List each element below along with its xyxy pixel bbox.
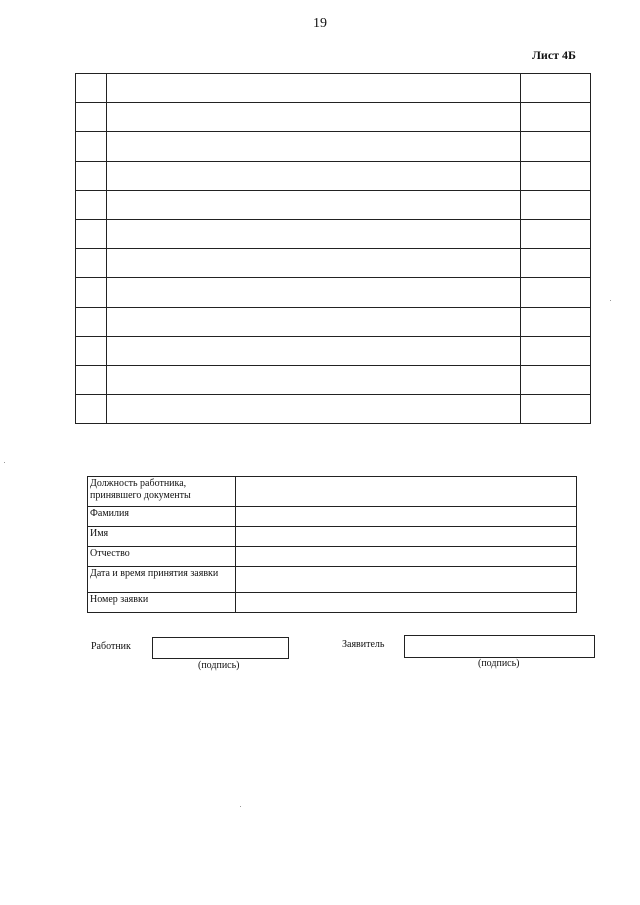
row-extra-cell[interactable]	[521, 307, 591, 336]
row-content-cell[interactable]	[107, 365, 521, 394]
label-name: Имя	[88, 527, 236, 547]
row-extra-cell[interactable]	[521, 103, 591, 132]
scan-speck	[4, 462, 5, 463]
table-row	[76, 74, 591, 103]
row-number-cell[interactable]	[76, 249, 107, 278]
sheet-label: Лист 4Б	[531, 48, 576, 62]
row-extra-cell[interactable]	[521, 74, 591, 103]
row-content-cell[interactable]	[107, 249, 521, 278]
row-extra-cell[interactable]	[521, 190, 591, 219]
table-row	[76, 365, 591, 394]
page-number: 19	[313, 16, 327, 31]
row-extra-cell[interactable]	[521, 132, 591, 161]
table-row	[76, 132, 591, 161]
row-extra-cell[interactable]	[521, 395, 591, 424]
value-position[interactable]	[236, 477, 577, 507]
worker-label: Работник	[91, 641, 131, 652]
row-content-cell[interactable]	[107, 103, 521, 132]
applicant-label: Заявитель	[342, 639, 385, 650]
row-content-cell[interactable]	[107, 132, 521, 161]
row-extra-cell[interactable]	[521, 249, 591, 278]
table-row	[76, 278, 591, 307]
row-content-cell[interactable]	[107, 278, 521, 307]
row-content-cell[interactable]	[107, 161, 521, 190]
row-content-cell[interactable]	[107, 336, 521, 365]
row-number-cell[interactable]	[76, 161, 107, 190]
applicant-signature-caption: (подпись)	[478, 658, 520, 669]
table-row	[76, 103, 591, 132]
table-row	[76, 190, 591, 219]
row-number-cell[interactable]	[76, 336, 107, 365]
table-row	[76, 395, 591, 424]
row-extra-cell[interactable]	[521, 219, 591, 248]
scan-speck	[610, 300, 611, 301]
table-row	[76, 219, 591, 248]
table-row	[76, 249, 591, 278]
table-row	[76, 307, 591, 336]
worker-signature-caption: (подпись)	[198, 660, 240, 671]
label-surname: Фамилия	[88, 507, 236, 527]
row-number-cell[interactable]	[76, 74, 107, 103]
blank-entries-table	[75, 73, 591, 424]
value-patronymic[interactable]	[236, 547, 577, 567]
table-row	[88, 547, 577, 567]
value-surname[interactable]	[236, 507, 577, 527]
row-content-cell[interactable]	[107, 395, 521, 424]
row-content-cell[interactable]	[107, 74, 521, 103]
table-row	[76, 161, 591, 190]
row-number-cell[interactable]	[76, 395, 107, 424]
row-number-cell[interactable]	[76, 190, 107, 219]
row-number-cell[interactable]	[76, 132, 107, 161]
row-number-cell[interactable]	[76, 365, 107, 394]
value-datetime[interactable]	[236, 567, 577, 593]
table-row	[88, 567, 577, 593]
label-datetime: Дата и время принятия заявки	[88, 567, 236, 593]
row-extra-cell[interactable]	[521, 278, 591, 307]
row-number-cell[interactable]	[76, 103, 107, 132]
row-number-cell[interactable]	[76, 219, 107, 248]
applicant-signature-box[interactable]	[404, 635, 595, 658]
acceptance-info-table	[87, 476, 577, 613]
label-request-number: Номер заявки	[88, 593, 236, 613]
row-extra-cell[interactable]	[521, 365, 591, 394]
value-name[interactable]	[236, 527, 577, 547]
label-position: Должность работника, принявшего документы	[88, 477, 236, 507]
table-row	[76, 336, 591, 365]
value-request-number[interactable]	[236, 593, 577, 613]
row-content-cell[interactable]	[107, 219, 521, 248]
table-row	[88, 527, 577, 547]
row-content-cell[interactable]	[107, 307, 521, 336]
label-patronymic: Отчество	[88, 547, 236, 567]
row-number-cell[interactable]	[76, 307, 107, 336]
row-content-cell[interactable]	[107, 190, 521, 219]
table-row	[88, 507, 577, 527]
row-extra-cell[interactable]	[521, 161, 591, 190]
row-extra-cell[interactable]	[521, 336, 591, 365]
worker-signature-box[interactable]	[152, 637, 289, 659]
table-row	[88, 477, 577, 507]
scan-speck	[240, 806, 241, 807]
row-number-cell[interactable]	[76, 278, 107, 307]
table-row	[88, 593, 577, 613]
